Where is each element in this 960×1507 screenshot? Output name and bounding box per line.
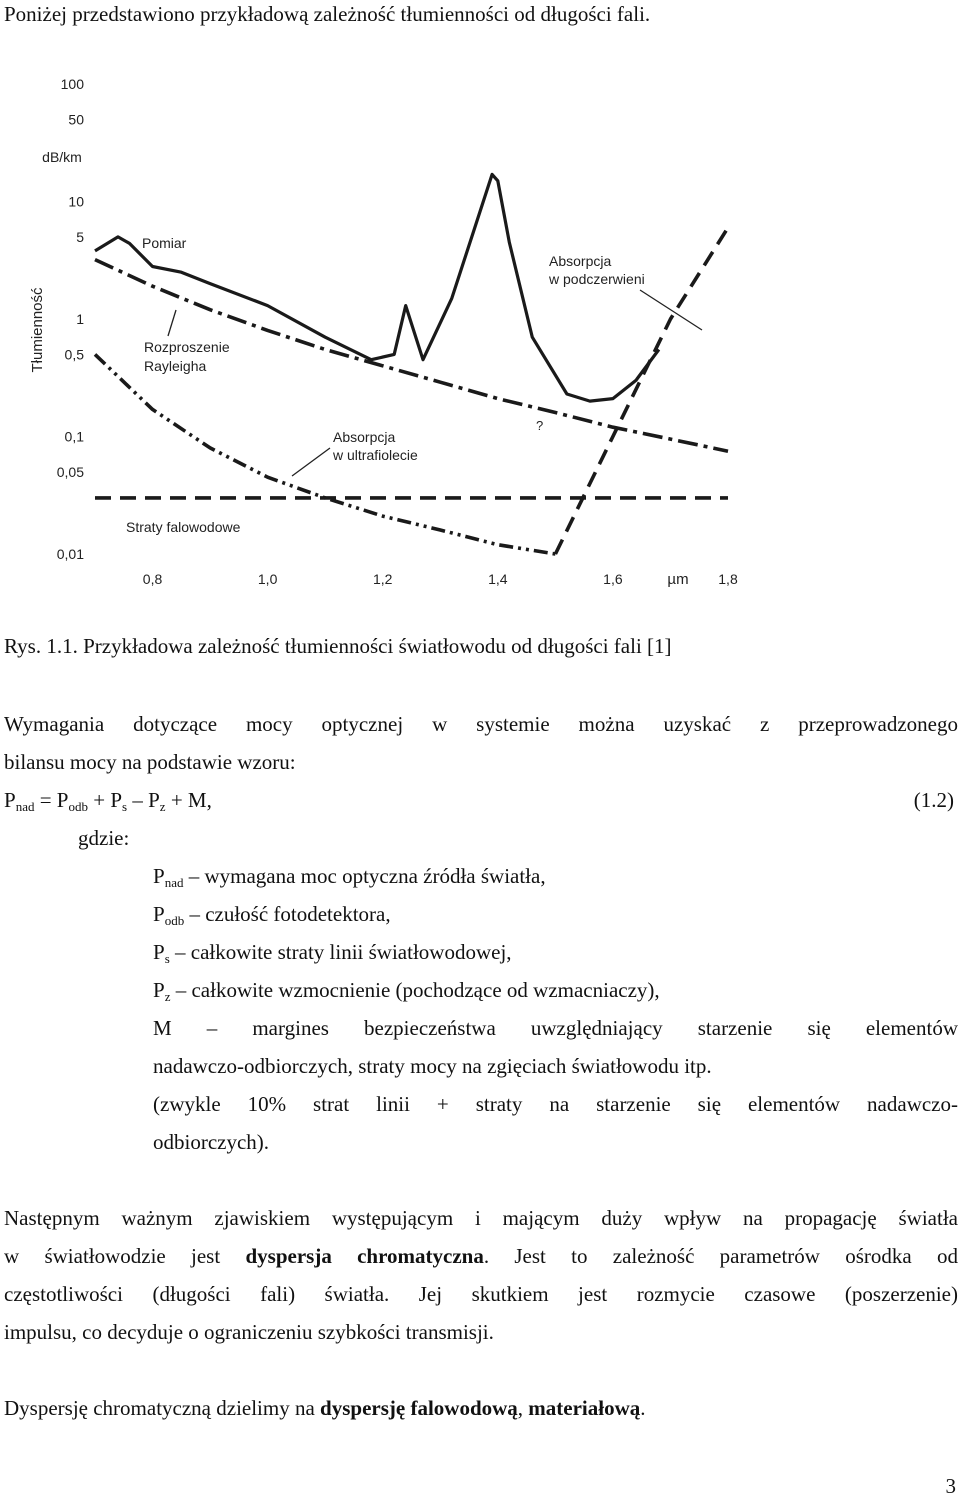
annotation-question: ?: [536, 418, 544, 433]
power-budget-formula: [4, 788, 212, 813]
y-axis-label: Tłumienność: [29, 287, 46, 373]
definition-m-line-3: (zwykle 10% strat linii + straty na starzenie się elementów nadawczo-: [153, 1092, 958, 1116]
paragraph-3: [4, 1396, 646, 1421]
definition-p-nad: [153, 864, 546, 889]
def-p-z-text: – całkowite wzmocnienie (pochodzące od wzmacniaczy),: [170, 978, 660, 1002]
y-axis-unit: dB/km: [42, 149, 82, 165]
para3-text-a: Dyspersję chromatyczną dzielimy na: [4, 1396, 321, 1420]
attenuation-chart: [0, 60, 760, 620]
x-axis-unit: µm: [667, 571, 689, 588]
def-p-s-text: – całkowite straty linii światłowodowej,: [169, 940, 512, 964]
x-axis-tick-labels: [143, 571, 738, 587]
paragraph-2-line-1: Następnym ważnym zjawiskiem występującym i mającym duży wpływ na propagację światła: [4, 1206, 958, 1230]
def-p-odb-text: – czułość fotodetektora,: [184, 902, 391, 926]
series-line-1: [95, 260, 728, 452]
x-tick-label: 1,8: [718, 571, 738, 587]
y-tick-label: 0,01: [56, 546, 84, 562]
y-tick-label: 1: [76, 311, 84, 327]
term-waveguide-dispersion: dyspersję falowodową: [320, 1396, 518, 1420]
paragraph-1-line-2: bilansu mocy na podstawie wzoru:: [4, 750, 296, 774]
formula-plus: + P: [88, 788, 123, 812]
figure-caption: Rys. 1.1. Przykładowa zależność tłumienności światłowodu od długości fali [1]: [4, 634, 672, 658]
formula-sub-nad: nad: [15, 799, 35, 814]
y-tick-label: 0,1: [64, 428, 84, 445]
formula-sub-s: s: [122, 799, 128, 814]
x-tick-label: 1,4: [488, 571, 508, 587]
term-material-dispersion: materiałową: [528, 1396, 641, 1420]
leader-ir: [640, 290, 702, 330]
paragraph-2-line-2: [4, 1244, 958, 1269]
para2-text-a: w światłowodzie jest: [4, 1244, 246, 1268]
gdzie-label: gdzie:: [78, 826, 130, 850]
paragraph-2-line-4: impulsu, co decyduje o ograniczeniu szybkości transmisji.: [4, 1320, 494, 1344]
def-p-odb-symbol: P: [153, 902, 165, 926]
para3-text-e: .: [640, 1396, 646, 1420]
annotation-pomiar: Pomiar: [142, 235, 187, 251]
formula-sub-z: z: [159, 799, 166, 814]
definition-p-odb: [153, 902, 391, 927]
definition-m-line-2: nadawczo-odbiorczych, straty mocy na zgięciach światłowodu itp.: [153, 1054, 712, 1078]
annotation-rayleigh-line1: Rozproszenie: [144, 339, 230, 355]
definition-m-line-4: odbiorczych).: [153, 1130, 270, 1154]
annotation-waveguide: Straty falowodowe: [126, 519, 241, 535]
annotation-uv-line1: Absorpcja: [333, 429, 396, 445]
y-tick-label: 5: [76, 228, 84, 245]
paragraph-2-line-3: częstotliwości (długości fali) światła. Jej skutkiem jest rozmycie czasowe (poszerzenie): [4, 1282, 958, 1306]
annotation-ir-line2: w podczerwieni: [549, 271, 645, 287]
formula-eq: = P: [34, 788, 69, 812]
x-tick-label: 0,8: [142, 571, 163, 587]
formula-minus: – P: [127, 788, 160, 812]
term-chromatic-dispersion: dyspersja chromatyczna: [245, 1244, 484, 1268]
def-p-odb-sub: odb: [164, 913, 185, 928]
def-p-nad-text: – wymagana moc optyczna źródła światła,: [183, 864, 546, 888]
formula-sub-odb: odb: [68, 799, 88, 814]
def-p-z-sub: z: [164, 989, 171, 1004]
y-tick-label: 10: [68, 193, 84, 210]
x-tick-label: 1,2: [372, 571, 393, 587]
definition-m-line-1: M – margines bezpieczeństwa uwzględniający starzenie się elementów: [153, 1016, 958, 1040]
def-p-nad-sub: nad: [164, 875, 184, 890]
x-tick-label: 1,0: [257, 571, 278, 587]
def-p-z-symbol: P: [153, 978, 165, 1002]
formula-number: (1.2): [913, 788, 954, 812]
annotation-rayleigh-line2: Rayleigha: [144, 358, 207, 374]
leader-uv: [292, 448, 330, 476]
definition-p-z: [153, 978, 660, 1003]
annotation-uv-line2: w ultrafiolecie: [333, 447, 418, 463]
leader-rayleigh: [168, 310, 176, 336]
x-tick-label: 1,6: [603, 571, 623, 587]
page-number: 3: [945, 1474, 956, 1498]
definition-p-s: [153, 940, 512, 965]
y-tick-label: 0,5: [64, 346, 84, 363]
para2-text-c: . Jest to zależność parametrów ośrodka od: [483, 1244, 959, 1268]
def-p-s-sub: s: [164, 951, 170, 966]
annotation-ir-line1: Absorpcja: [549, 253, 612, 269]
def-p-nad-symbol: P: [153, 864, 165, 888]
y-tick-label: 0,05: [56, 463, 84, 480]
y-tick-label: 100: [60, 76, 84, 92]
formula-p: P: [4, 788, 16, 812]
para3-text-c: ,: [517, 1396, 529, 1420]
y-tick-label: 50: [68, 111, 84, 128]
intro-text: Poniżej przedstawiono przykładową zależność tłumienności od długości fali.: [4, 2, 651, 26]
formula-tail: + M,: [165, 788, 212, 812]
paragraph-1-line-1: Wymagania dotyczące mocy optycznej w systemie można uzyskać z przeprowadzonego: [4, 712, 958, 736]
def-p-s-symbol: P: [153, 940, 165, 964]
